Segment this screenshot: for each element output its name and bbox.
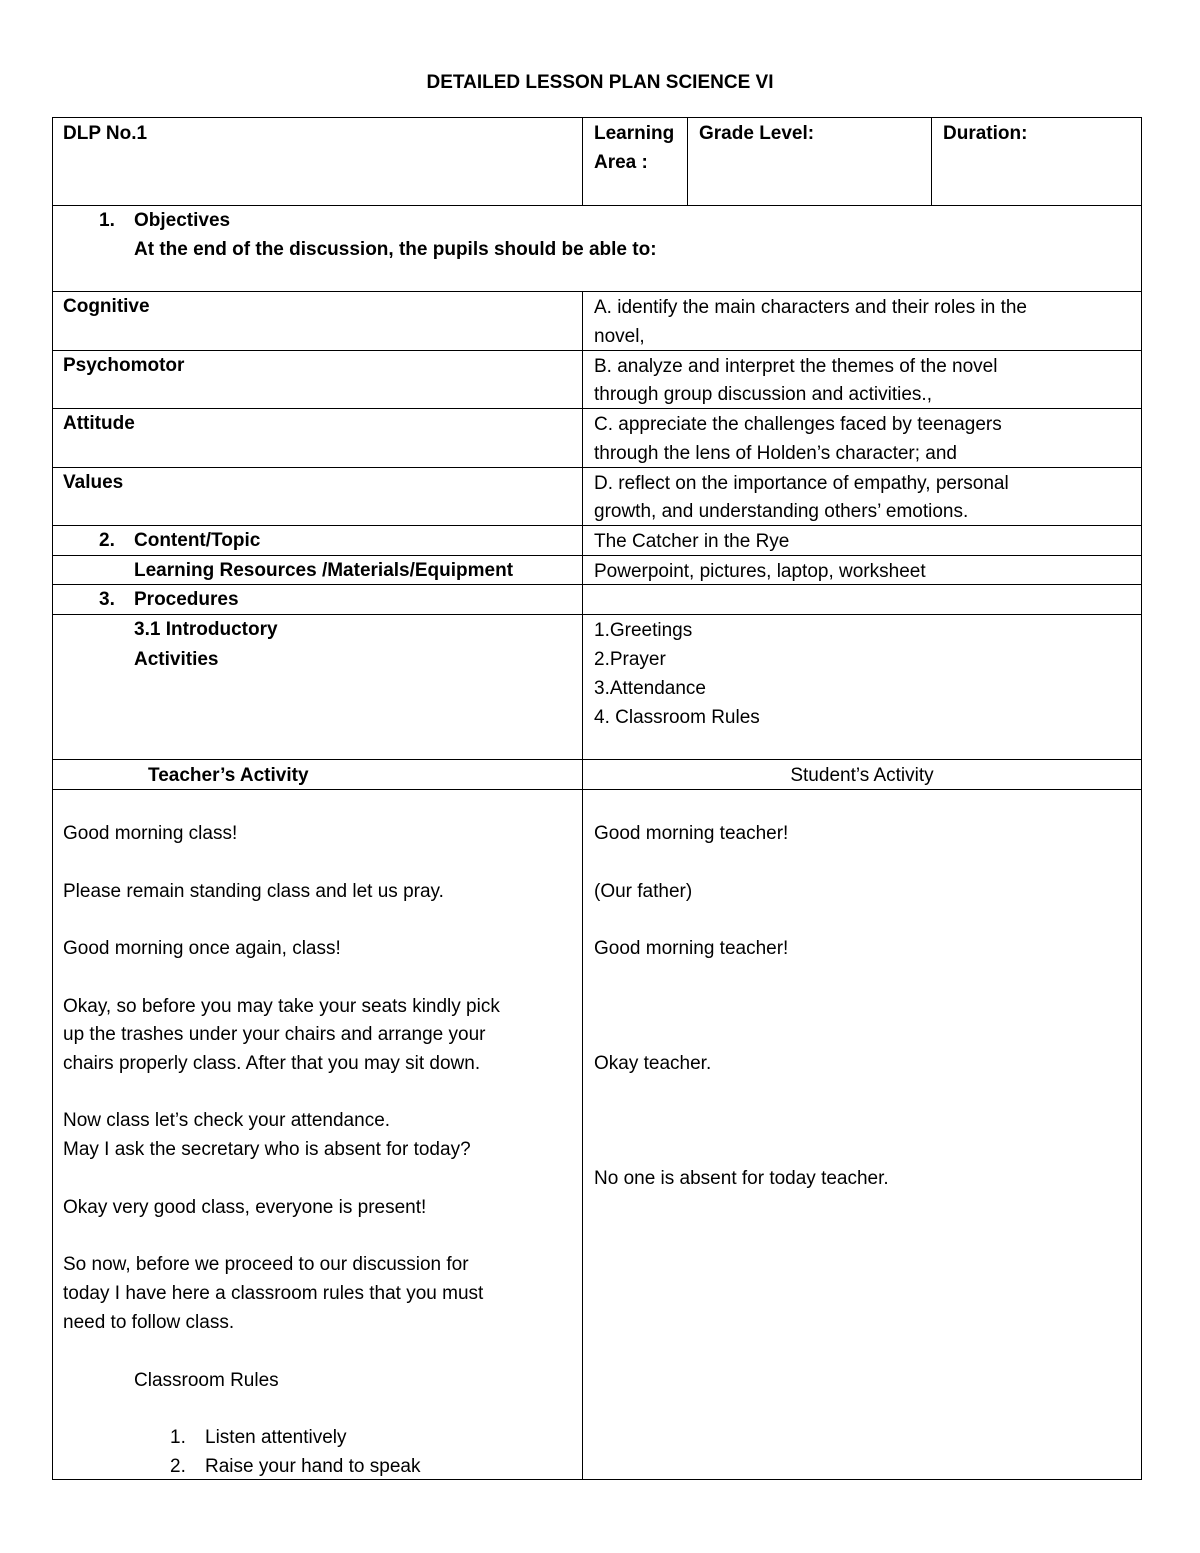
- teacher-line: So now, before we proceed to our discussion for: [63, 1254, 469, 1275]
- rule-text: Raise your hand to speak: [205, 1456, 421, 1477]
- objective-a-line2: novel,: [594, 326, 645, 347]
- teacher-line: need to follow class.: [63, 1312, 235, 1333]
- student-line: Good morning teacher!: [594, 823, 789, 844]
- teacher-line: Good morning class!: [63, 823, 238, 844]
- intro-item: 1.Greetings: [594, 620, 693, 641]
- introductory-label: 3.1 Introductory: [134, 619, 278, 640]
- rule-number: 2.: [170, 1456, 186, 1477]
- introductory-label-cont: Activities: [134, 649, 219, 670]
- teacher-line: up the trashes under your chairs and arrange your: [63, 1024, 486, 1045]
- learning-area-label: Learning: [594, 123, 675, 144]
- objective-d-line1: D. reflect on the importance of empathy, personal: [594, 473, 1009, 494]
- objectives-number: 1.: [99, 210, 115, 231]
- objective-d-line2: growth, and understanding others’ emotions.: [594, 501, 969, 522]
- domain-label-attitude: Attitude: [63, 413, 135, 434]
- teacher-line: today I have here a classroom rules that you must: [63, 1283, 484, 1304]
- domain-label-cognitive: Cognitive: [63, 296, 150, 317]
- dlp-number: DLP No.1: [63, 123, 148, 144]
- content-topic-label: Content/Topic: [134, 530, 261, 551]
- teacher-activity-header: Teacher’s Activity: [148, 765, 309, 786]
- domain-label-values: Values: [63, 472, 124, 493]
- teacher-line: chairs properly class. After that you may sit down.: [63, 1053, 481, 1074]
- resources-value: Powerpoint, pictures, laptop, worksheet: [594, 561, 926, 582]
- page-title: DETAILED LESSON PLAN SCIENCE VI: [426, 72, 774, 93]
- student-line: No one is absent for today teacher.: [594, 1168, 889, 1189]
- resources-label: Learning Resources /Materials/Equipment: [134, 560, 514, 581]
- objective-c-line2: through the lens of Holden’s character; and: [594, 443, 957, 464]
- objective-b-line2: through group discussion and activities.,: [594, 384, 932, 405]
- procedures-label: Procedures: [134, 589, 239, 610]
- objective-c-line1: C. appreciate the challenges faced by teenagers: [594, 414, 1002, 435]
- student-line: (Our father): [594, 881, 693, 902]
- intro-item: 4. Classroom Rules: [594, 707, 760, 728]
- content-topic-value: The Catcher in the Rye: [594, 531, 790, 552]
- teacher-line: Good morning once again, class!: [63, 938, 341, 959]
- teacher-line: May I ask the secretary who is absent for today?: [63, 1139, 471, 1160]
- objectives-heading: Objectives: [134, 210, 231, 231]
- teacher-line: Please remain standing class and let us pray.: [63, 881, 444, 902]
- teacher-line: Okay, so before you may take your seats kindly pick: [63, 996, 500, 1017]
- objectives-intro: At the end of the discussion, the pupils should be able to:: [134, 239, 657, 260]
- objective-a-line1: A. identify the main characters and their roles in the: [594, 297, 1028, 318]
- student-activity-header: Student’s Activity: [790, 765, 934, 786]
- domain-label-psychomotor: Psychomotor: [63, 355, 185, 376]
- student-line: Good morning teacher!: [594, 938, 789, 959]
- intro-item: 2.Prayer: [594, 649, 666, 670]
- objective-b-line1: B. analyze and interpret the themes of the novel: [594, 356, 998, 377]
- duration-label: Duration:: [943, 123, 1028, 144]
- teacher-line: Now class let’s check your attendance.: [63, 1110, 391, 1131]
- content-number: 2.: [99, 530, 115, 551]
- teacher-line: Okay very good class, everyone is present!: [63, 1197, 427, 1218]
- classroom-rules-heading: Classroom Rules: [134, 1370, 279, 1391]
- grade-level-label: Grade Level:: [699, 123, 815, 144]
- rule-number: 1.: [170, 1427, 186, 1448]
- intro-item: 3.Attendance: [594, 678, 706, 699]
- procedures-number: 3.: [99, 589, 115, 610]
- rule-text: Listen attentively: [205, 1427, 347, 1448]
- learning-area-label-cont: Area :: [594, 152, 648, 173]
- student-line: Okay teacher.: [594, 1053, 712, 1074]
